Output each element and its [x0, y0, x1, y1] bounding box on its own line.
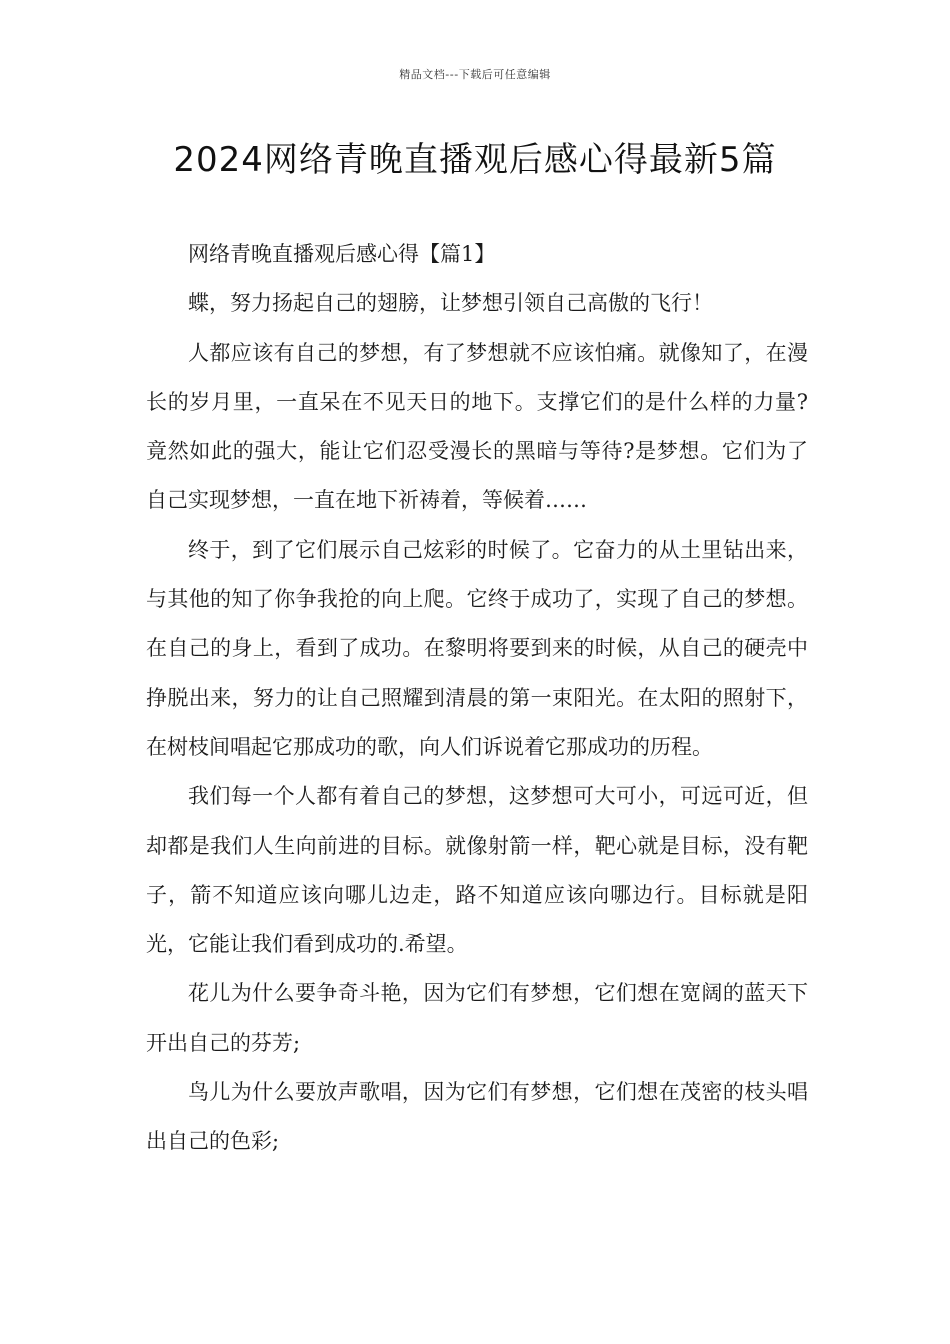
paragraph: 蝶，努力扬起自己的翅膀，让梦想引领自己高傲的飞行！ [188, 291, 713, 316]
page-header: 精品文档---下载后可任意编辑 [399, 68, 551, 81]
document-body [146, 230, 808, 1167]
paragraph: 鸟儿为什么要放声歌唱，因为它们有梦想，它们想在茂密的枝头唱出自己的色彩; [146, 1080, 808, 1154]
paragraph: 我们每一个人都有着自己的梦想，这梦想可大可小，可远可近，但却都是我们人生向前进的目标。就像射箭一样，靶心就是目标，没有靶子，箭不知道应该向哪儿边走，路不知道应该向哪边行。目标就是阳光，它能让我们看到成功的.希望。 [146, 784, 808, 957]
section-heading: 网络青晚直播观后感心得【篇1】 [188, 242, 496, 266]
paragraph: 花儿为什么要争奇斗艳，因为它们有梦想，它们想在宽阔的蓝天下开出自己的芬芳; [146, 981, 808, 1055]
document-title: 2024网络青晚直播观后感心得最新5篇 [173, 140, 777, 180]
paragraph: 终于，到了它们展示自己炫彩的时候了。它奋力的从土里钻出来，与其他的知了你争我抢的向上爬。它终于成功了，实现了自己的梦想。在自己的身上，看到了成功。在黎明将要到来的时候，从自己的硬壳中挣脱出来，努力的让自己照耀到清晨的第一束阳光。在太阳的照射下，在树枝间唱起它那成功的歌，向人们诉说着它那成功的历程。 [146, 537, 808, 759]
paragraph: 人都应该有自己的梦想，有了梦想就不应该怕痛。就像知了，在漫长的岁月里，一直呆在不见天日的地下。支撑它们的是什么样的力量?竟然如此的强大，能让它们忍受漫长的黑暗与等待?是梦想。它们为了自己实现梦想，一直在地下祈祷着，等候着…… [146, 340, 808, 513]
